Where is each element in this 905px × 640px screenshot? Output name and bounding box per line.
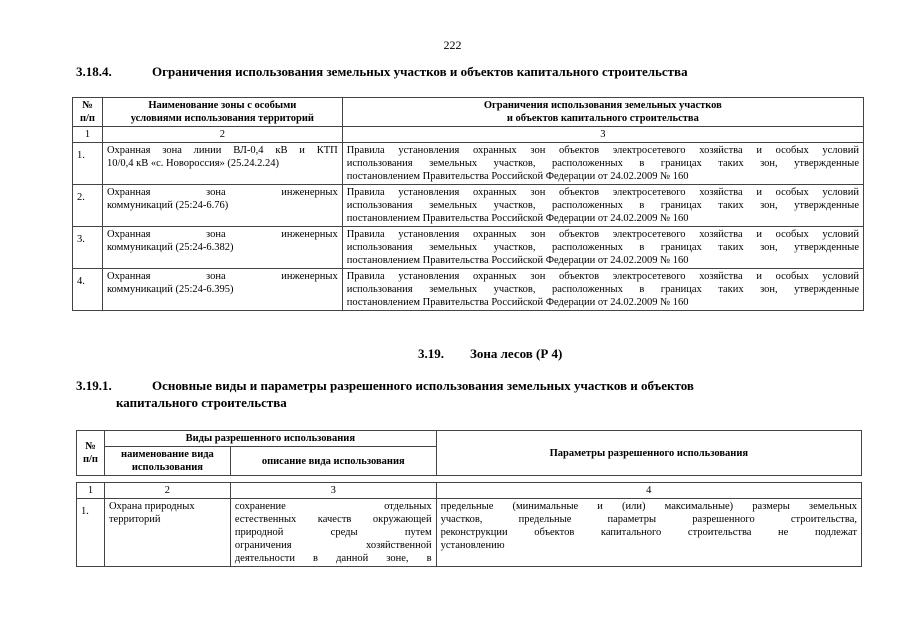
header-restrictions-line2: и объектов капитального строительства xyxy=(506,113,699,124)
description-line: естественных качеств окружающей xyxy=(234,514,432,525)
restriction-line: постановлением Правительства Российской Федерации от 24.02.2009 № 160 xyxy=(346,171,689,182)
use-name-line: Охрана природных xyxy=(108,501,195,512)
zone-cell xyxy=(102,269,342,311)
header-num-line1: № xyxy=(82,100,93,111)
restriction-line: использования земельных участков, расположенных в границах таких зон, утвержденные xyxy=(346,242,859,253)
zone-line: коммуникаций (25:24-6.395) xyxy=(106,284,234,295)
index-cell: 2 xyxy=(104,483,230,499)
index-cell: 2 xyxy=(102,127,342,143)
header-restrictions xyxy=(342,98,863,127)
section-3-18-4-number: 3.18.4. xyxy=(76,64,112,79)
zone-line: коммуникаций (25:24-6.76) xyxy=(106,200,229,211)
table-row xyxy=(73,185,864,227)
permitted-use-header-table xyxy=(76,430,862,476)
table-index-row xyxy=(77,483,862,499)
restriction-line: Правила установления охранных зон объектов электросетевого хозяйства и особых условий xyxy=(346,145,859,156)
section-3-19-1-title-line2: капитального строительства xyxy=(116,395,287,410)
index-cell: 1 xyxy=(73,127,103,143)
row-number: 3. xyxy=(73,227,103,269)
row-number: 4. xyxy=(73,269,103,311)
table-row xyxy=(73,143,864,185)
section-3-18-4-title: Ограничения использования земельных участков и объектов капитального строительства xyxy=(152,64,688,79)
section-3-19-1-title-line1: Основные виды и параметры разрешенного использования земельных участков и объектов xyxy=(152,378,694,393)
description-line: ограничения хозяйственной xyxy=(234,540,432,551)
restriction-line: использования земельных участков, расположенных в границах таких зон, утвержденные xyxy=(346,158,859,169)
table-row xyxy=(77,499,862,567)
header-use-name-line2: использования xyxy=(131,462,203,473)
header-num-line2: п/п xyxy=(82,454,98,465)
restriction-line: Правила установления охранных зон объектов электросетевого хозяйства и особых условий xyxy=(346,187,859,198)
zone-line: коммуникаций (25:24-6.382) xyxy=(106,242,234,253)
zone-line: Охранная зона инженерных xyxy=(106,187,338,198)
use-name-cell xyxy=(104,499,230,567)
restriction-cell xyxy=(342,227,863,269)
zone-line: Охранная зона инженерных xyxy=(106,271,338,282)
section-3-19-title: Зона лесов (Р 4) xyxy=(470,346,563,361)
parameters-cell xyxy=(436,499,861,567)
header-num xyxy=(73,98,103,127)
parameters-line: предельные (минимальные и (или) максимальные) размеры земельных xyxy=(440,501,857,512)
description-line: деятельности в данной зоне, в xyxy=(234,553,432,564)
description-line: сохранение отдельных xyxy=(234,501,432,512)
restriction-line: использования земельных участков, расположенных в границах таких зон, утвержденные xyxy=(346,200,859,211)
table-row xyxy=(73,227,864,269)
parameters-line: участков, предельные параметры разрешенного строительства, xyxy=(440,514,857,525)
index-cell: 3 xyxy=(230,483,436,499)
parameters-line: установлению xyxy=(440,540,505,551)
zone-cell xyxy=(102,143,342,185)
restriction-cell xyxy=(342,185,863,227)
header-use-types: Виды разрешенного использования xyxy=(104,431,436,447)
header-use-name-line1: наименование вида xyxy=(121,449,214,460)
header-num-line1: № xyxy=(85,441,96,452)
header-num xyxy=(77,431,105,476)
zone-line: Охранная зона инженерных xyxy=(106,229,338,240)
index-cell: 4 xyxy=(436,483,861,499)
header-use-description: описание вида использования xyxy=(230,447,436,476)
header-parameters: Параметры разрешенного использования xyxy=(436,431,861,476)
row-number: 2. xyxy=(73,185,103,227)
header-zone xyxy=(102,98,342,127)
permitted-use-table xyxy=(76,482,862,567)
restriction-cell xyxy=(342,143,863,185)
use-name-line: территорий xyxy=(108,514,161,525)
header-zone-line2: условиями использования территорий xyxy=(130,113,314,124)
restriction-line: постановлением Правительства Российской Федерации от 24.02.2009 № 160 xyxy=(346,297,689,308)
zone-line: Охранная зона линии ВЛ-0,4 кВ и КТП xyxy=(106,145,338,156)
restriction-line: постановлением Правительства Российской Федерации от 24.02.2009 № 160 xyxy=(346,213,689,224)
row-number: 1. xyxy=(73,143,103,185)
restriction-line: Правила установления охранных зон объектов электросетевого хозяйства и особых условий xyxy=(346,271,859,282)
section-3-19-number: 3.19. xyxy=(418,346,444,361)
restrictions-table xyxy=(72,97,864,311)
section-3-19-1-number: 3.19.1. xyxy=(76,378,112,393)
parameters-line: реконструкции объектов капитального строительства не подлежат xyxy=(440,527,857,538)
restriction-cell xyxy=(342,269,863,311)
page-number: 222 xyxy=(443,38,462,52)
header-use-name xyxy=(104,447,230,476)
header-zone-line1: Наименование зоны с особыми xyxy=(148,100,297,111)
zone-cell xyxy=(102,227,342,269)
header-num-line2: п/п xyxy=(79,113,95,124)
restriction-line: постановлением Правительства Российской Федерации от 24.02.2009 № 160 xyxy=(346,255,689,266)
table-row xyxy=(73,269,864,311)
index-cell: 3 xyxy=(342,127,863,143)
restriction-line: использования земельных участков, расположенных в границах таких зон, утвержденные xyxy=(346,284,859,295)
use-description-cell xyxy=(230,499,436,567)
description-line: природной среды путем xyxy=(234,527,432,538)
table-header-row xyxy=(77,431,862,447)
zone-line: 10/0,4 кВ «с. Новороссия» (25.24.2.24) xyxy=(106,158,280,169)
row-number: 1. xyxy=(77,499,105,567)
zone-cell xyxy=(102,185,342,227)
restriction-line: Правила установления охранных зон объектов электросетевого хозяйства и особых условий xyxy=(346,229,859,240)
index-cell: 1 xyxy=(77,483,105,499)
table-index-row xyxy=(73,127,864,143)
header-restrictions-line1: Ограничения использования земельных участков xyxy=(483,100,722,111)
table-header-row xyxy=(73,98,864,127)
